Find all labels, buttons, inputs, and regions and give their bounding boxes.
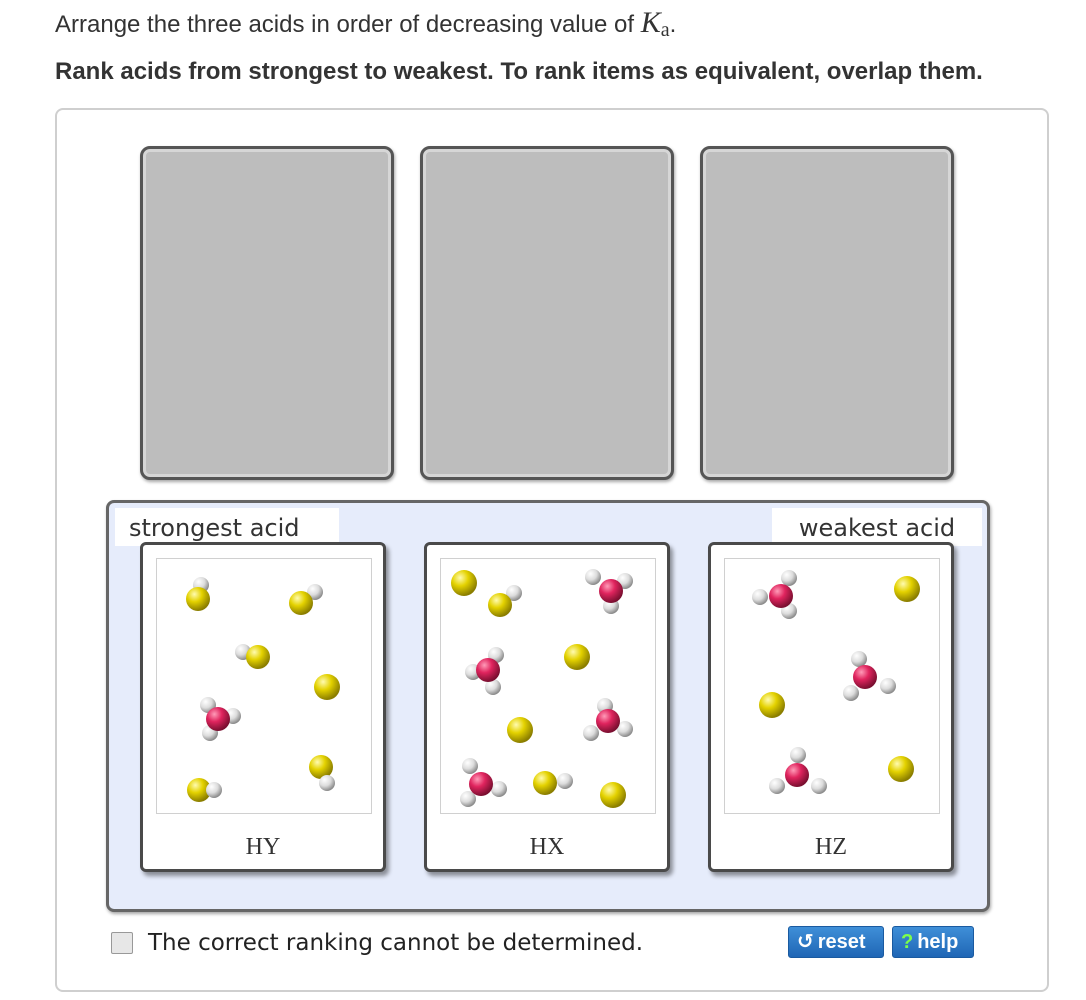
- ka-symbol: K: [640, 6, 661, 39]
- drop-slot-3[interactable]: [700, 146, 954, 480]
- molecule-diagram-hx: [440, 558, 656, 814]
- cannot-determine-checkbox[interactable]: [111, 932, 133, 954]
- prompt-period: .: [669, 11, 677, 38]
- prompt-text: Arrange the three acids in order of decreasing value of: [55, 11, 635, 38]
- reset-icon: ↺: [797, 931, 814, 953]
- card-label-hx: HX: [529, 834, 565, 860]
- acid-card-hy[interactable]: [140, 542, 386, 872]
- drop-slot-1[interactable]: [140, 146, 394, 480]
- cannot-determine-label[interactable]: The correct ranking cannot be determined.: [148, 930, 644, 956]
- drop-slot-2[interactable]: [420, 146, 674, 480]
- acid-card-hx[interactable]: [424, 542, 670, 872]
- strongest-acid-label: strongest acid: [115, 508, 339, 546]
- ranking-instruction: Rank acids from strongest to weakest. To rank items as equivalent, overlap them.: [55, 58, 983, 85]
- help-label: help: [917, 931, 959, 953]
- help-button[interactable]: [892, 926, 974, 958]
- molecule-diagram-hy: [156, 558, 372, 814]
- reset-button[interactable]: [788, 926, 884, 958]
- reset-label: reset: [817, 931, 866, 953]
- acid-card-hz[interactable]: [708, 542, 954, 872]
- weakest-acid-label: weakest acid: [772, 508, 982, 546]
- ka-subscript: a: [660, 19, 670, 41]
- card-label-hy: HY: [245, 834, 281, 860]
- molecule-diagram-hz: [724, 558, 940, 814]
- card-label-hz: HZ: [815, 834, 847, 860]
- help-icon: ?: [901, 931, 914, 953]
- question-prompt: [55, 6, 676, 42]
